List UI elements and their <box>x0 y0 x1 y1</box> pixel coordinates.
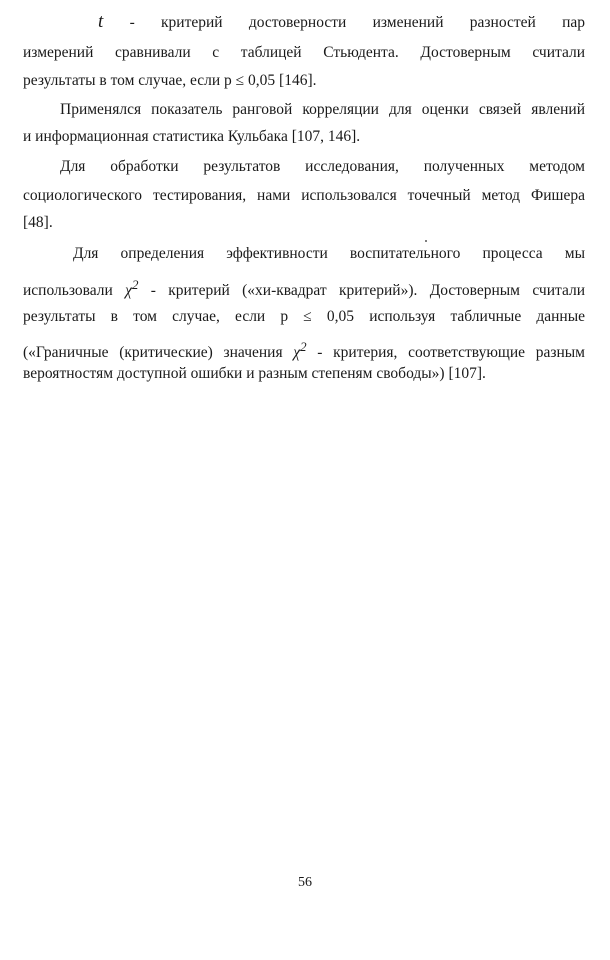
paragraph-2-line-1: Применялся показатель ранговой корреляции для оценки связей явлений <box>60 101 585 118</box>
paragraph-3-line-2: социологического тестирования, нами использовался точечный метод Фишера <box>23 187 585 204</box>
paragraph-3-line-1: Для обработки результатов исследования, полученных методом <box>60 158 585 175</box>
paragraph-4-line-4 <box>23 337 585 363</box>
paragraph-2-line-2: и информационная статистика Кульбака [107, 146]. <box>23 128 361 145</box>
chi-superscript: 2 <box>131 277 139 292</box>
chi-superscript: 2 <box>300 339 307 354</box>
paragraph-4-line-2 <box>23 275 585 301</box>
paragraph-1-line-1 <box>23 12 585 33</box>
paragraph-1-line-3: результаты в том случае, если p ≤ 0,05 [146]. <box>23 72 317 89</box>
line-text: («Граничные (критические) значения <box>23 344 283 362</box>
paragraph-3-line-3: [48]. <box>23 214 53 231</box>
page-number: 56 <box>298 875 312 890</box>
line-text: - критерия, соответствующие разным <box>317 344 585 362</box>
chi-symbol <box>125 277 139 300</box>
paragraph-4-line-5: вероятностям доступной ошибки и разным степеням свободы») [107]. <box>23 365 486 382</box>
line-text: - критерий достоверности изменений разностей пар <box>129 14 585 31</box>
line-text: использовали <box>23 282 113 300</box>
line-text: - критерий («хи-квадрат критерий»). Достоверным считали <box>150 282 585 300</box>
paragraph-1-line-2: измерений сравнивали с таблицей Стьюдента. Достоверным считали <box>23 44 585 61</box>
chi-symbol <box>293 339 307 362</box>
chi-letter: χ <box>293 344 301 362</box>
paragraph-4-line-3: результаты в том случае, если p ≤ 0,05 используя табличные данные <box>23 308 585 325</box>
paragraph-4-line-1: Для определения эффективности воспитательного процесса мы <box>73 245 585 262</box>
chi-letter: χ <box>125 282 132 300</box>
scan-speck <box>425 240 427 242</box>
t-variable: t <box>98 11 104 32</box>
